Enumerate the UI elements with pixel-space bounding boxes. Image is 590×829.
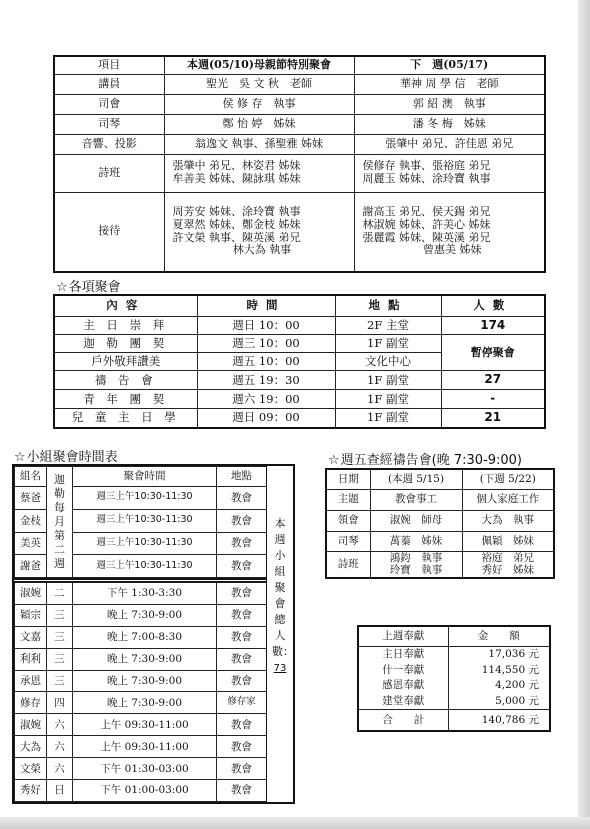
table-row <box>358 693 550 709</box>
name-line: 玲寶 執事 <box>389 564 443 577</box>
header-next-week: 下 週(05/17) <box>354 56 545 74</box>
this-week-cell: 萬蓁 姊妹 <box>370 531 462 551</box>
next-week-cell: 佩穎 姊妹 <box>462 531 554 551</box>
name-line: 牟善美 姊妹、陳詠琪 姊妹 <box>172 172 301 185</box>
meeting-name: 迦 勒 團 契 <box>54 335 197 353</box>
header-item: 項目 <box>54 56 164 74</box>
role-label: 主題 <box>326 489 370 510</box>
group-name: 穎宗 <box>15 604 47 626</box>
group-day: 三 <box>47 604 73 626</box>
offerings-table <box>357 625 551 732</box>
name-line: 曾惠美 姊妹 <box>423 243 482 257</box>
meeting-place: 1F 副堂 <box>335 390 441 409</box>
header-place: 地點 <box>335 295 441 316</box>
group-place: 教會 <box>217 555 267 578</box>
group-name: 修存 <box>15 692 47 714</box>
group-place: 教會 <box>217 780 267 802</box>
table-header-row <box>358 626 550 646</box>
offering-amount: 5,000 元 <box>448 693 550 709</box>
group-time: 週三上午10:30-11:30 <box>73 555 217 578</box>
table-row <box>54 371 545 390</box>
group-day: 六 <box>47 758 73 780</box>
table-row <box>15 604 267 626</box>
group-name: 文榮 <box>15 758 47 780</box>
next-week-cell: 大為 執事 <box>462 510 554 531</box>
table-row <box>15 692 267 714</box>
role-label: 講員 <box>54 74 164 94</box>
header-count: 人數 <box>441 295 545 316</box>
meeting-place: 1F 副堂 <box>335 335 441 353</box>
table-row <box>358 677 550 692</box>
next-week-cell: 郭 紹 澳 執事 <box>354 94 545 114</box>
next-week-cell: 華神 周 學 信 老師 <box>354 74 545 94</box>
friday-heading <box>328 449 522 468</box>
next-week-cell <box>354 192 545 272</box>
group-time: 上午 09:30-11:00 <box>73 736 217 758</box>
group-time: 晚上 7:30-9:00 <box>73 670 217 692</box>
offering-label: 感恩奉獻 <box>358 677 448 692</box>
meeting-place: 2F 主堂 <box>335 316 441 335</box>
table-row <box>15 626 267 648</box>
meeting-time: 週日 10：00 <box>197 316 335 335</box>
name-line: 張肇中 弟兄、林姿君 姊妹 <box>172 159 301 173</box>
group-place: 教會 <box>217 648 267 670</box>
table-row <box>54 114 545 134</box>
groups-panel <box>12 464 295 804</box>
group-name: 淑婉 <box>15 583 47 605</box>
monthly-note: 迦勒每月第二週 <box>47 467 73 578</box>
total-amount: 140,786 元 <box>448 709 550 731</box>
group-name: 蔡爸 <box>15 487 47 510</box>
group-name: 謝爸 <box>15 555 47 578</box>
this-week-cell: 鄭 怡 婷 姊妹 <box>164 114 354 134</box>
offering-amount: 114,550 元 <box>448 662 550 677</box>
group-name: 利利 <box>15 648 47 670</box>
meeting-time: 週三 10：00 <box>197 335 335 353</box>
meeting-place: 文化中心 <box>335 353 441 371</box>
this-week-cell: 淑婉 師母 <box>370 510 462 531</box>
group-place: 教會 <box>217 736 267 758</box>
role-label: 詩班 <box>326 551 370 578</box>
meetings-table <box>53 294 546 429</box>
friday-title: 週五查經禱告會(晚 7:30-9:00) <box>340 453 523 468</box>
this-week-cell: 翁逸文 執事、孫聖雅 姊妹 <box>164 134 354 154</box>
group-place: 教會 <box>217 626 267 648</box>
group-time: 下午 01:30-03:00 <box>73 758 217 780</box>
header-place: 地點 <box>217 467 267 487</box>
page-edge-right <box>578 0 590 829</box>
header-this-week: 本週(05/10)母親節特別聚會 <box>164 56 354 74</box>
group-time: 週三上午10:30-11:30 <box>73 532 217 555</box>
header-time: 聚會時間 <box>73 467 217 487</box>
group-name: 淑婉 <box>15 714 47 736</box>
name-line: 謝高玉 弟兄、侯天錫 弟兄 <box>362 205 491 219</box>
friday-prayer-table <box>325 468 555 579</box>
attendance-count: 174 <box>441 316 545 335</box>
group-day: 三 <box>47 670 73 692</box>
table-row <box>326 531 554 551</box>
this-week-cell <box>164 154 354 192</box>
groups-heading <box>14 446 118 465</box>
group-day: 四 <box>47 692 73 714</box>
group-time: 週三上午10:30-11:30 <box>73 509 217 532</box>
role-label: 司琴 <box>326 531 370 551</box>
table-row <box>54 94 545 114</box>
name-line: 夏翠然 姊妹、鄭金枝 姊妹 <box>172 218 301 232</box>
group-name: 文嘉 <box>15 626 47 648</box>
offering-label: 主日奉獻 <box>358 646 448 662</box>
table-header-row <box>15 467 267 487</box>
group-name: 大為 <box>15 736 47 758</box>
header-content: 內容 <box>54 295 197 316</box>
table-row <box>54 74 545 94</box>
group-place: 修存家 <box>217 692 267 714</box>
attendance-count-paused: 暫停聚會 <box>441 335 545 371</box>
this-week-cell <box>164 192 354 272</box>
group-day: 日 <box>47 780 73 802</box>
role-label: 音響、投影 <box>54 134 164 154</box>
header-time: 時間 <box>197 295 335 316</box>
meeting-time: 週五 19：30 <box>197 371 335 390</box>
meeting-time: 週五 10：00 <box>197 353 335 371</box>
meeting-name: 禱 告 會 <box>54 371 197 390</box>
star-icon: ☆ <box>14 450 26 465</box>
attendance-count: - <box>441 390 545 409</box>
role-label: 接待 <box>54 192 164 272</box>
table-row <box>15 648 267 670</box>
table-row <box>15 780 267 802</box>
attendance-count: 21 <box>441 409 545 428</box>
meeting-name: 兒 童 主 日 學 <box>54 409 197 428</box>
group-day: 三 <box>47 626 73 648</box>
groups-weekly-table <box>14 582 267 802</box>
group-day: 二 <box>47 583 73 605</box>
table-row-reception <box>54 192 545 272</box>
group-total-label: 本週小組聚會總人數： <box>272 517 294 658</box>
table-row <box>326 489 554 510</box>
this-week-cell: 侯 修 存 執事 <box>164 94 354 114</box>
name-line: 裕庭 弟兄 <box>481 552 534 565</box>
header-next-week: (下週 5/22) <box>462 469 554 489</box>
role-label: 司琴 <box>54 114 164 134</box>
group-name: 美英 <box>15 532 47 555</box>
group-total-column <box>266 466 293 802</box>
group-day: 六 <box>47 736 73 758</box>
group-place: 教會 <box>217 487 267 510</box>
table-row <box>54 316 545 335</box>
next-week-cell <box>354 154 545 192</box>
group-place: 教會 <box>217 532 267 555</box>
name-line: 鴻鈞 執事 <box>389 552 443 565</box>
meetings-heading <box>56 276 121 295</box>
group-name: 承恩 <box>15 670 47 692</box>
meeting-name: 主 日 崇 拜 <box>54 316 197 335</box>
group-place: 教會 <box>217 509 267 532</box>
next-week-cell: 張肇中 弟兄、許佳恩 弟兄 <box>354 134 545 154</box>
this-week-cell: 教會事工 <box>370 489 462 510</box>
table-header-row <box>326 469 554 489</box>
group-place: 教會 <box>217 714 267 736</box>
group-day: 三 <box>47 648 73 670</box>
table-header-row <box>54 295 545 316</box>
group-time: 晚上 7:30-9:00 <box>73 648 217 670</box>
table-row <box>15 714 267 736</box>
group-place: 教會 <box>217 670 267 692</box>
meeting-name: 戶外敬拜讚美 <box>54 353 197 371</box>
group-time: 晚上 7:00-8:30 <box>73 626 217 648</box>
name-line: 林淑婉 姊妹、許美心 姊妹 <box>362 218 491 232</box>
meeting-place: 1F 副堂 <box>335 371 441 390</box>
header-date: 日期 <box>326 469 370 489</box>
group-time: 晚上 7:30-9:00 <box>73 692 217 714</box>
table-row <box>54 134 545 154</box>
group-name: 秀好 <box>15 780 47 802</box>
role-label: 詩班 <box>54 154 164 192</box>
table-row <box>15 758 267 780</box>
meeting-name: 青 年 團 契 <box>54 390 197 409</box>
group-time: 上午 09:30-11:00 <box>73 714 217 736</box>
name-line: 周麗玉 姊妹、涂玲寶 執事 <box>362 172 491 185</box>
group-time: 週三上午10:30-11:30 <box>73 487 217 510</box>
table-row <box>15 736 267 758</box>
attendance-count: 27 <box>441 371 545 390</box>
star-icon: ☆ <box>56 280 68 295</box>
table-row <box>326 510 554 531</box>
header-offering: 上週奉獻 <box>358 626 448 646</box>
table-row <box>326 551 554 578</box>
table-header-row <box>54 56 545 74</box>
group-place: 教會 <box>217 583 267 605</box>
name-line: 許文榮 執事、陳英溪 弟兄 <box>172 230 301 244</box>
table-row <box>54 335 545 353</box>
group-time: 下午 1:30-3:30 <box>73 583 217 605</box>
offering-amount: 4,200 元 <box>448 677 550 692</box>
header-this-week: (本週 5/15) <box>370 469 462 489</box>
next-week-cell: 個人家庭工作 <box>462 489 554 510</box>
star-icon: ☆ <box>328 453 340 468</box>
header-group: 組名 <box>15 467 47 487</box>
meeting-place: 1F 副堂 <box>335 409 441 428</box>
service-roster-table <box>53 55 546 273</box>
table-row <box>15 670 267 692</box>
name-line: 周芳安 姊妹、涂玲寶 執事 <box>172 205 301 219</box>
meetings-title: 各項聚會 <box>68 280 121 295</box>
meeting-time: 週日 09：00 <box>197 409 335 428</box>
meeting-time: 週六 19：00 <box>197 390 335 409</box>
name-line: 秀好 姊妹 <box>481 564 534 577</box>
group-time: 晚上 7:30-9:00 <box>73 604 217 626</box>
total-row <box>358 709 550 731</box>
table-row <box>358 646 550 662</box>
page-edge-bottom <box>0 817 590 829</box>
this-week-cell <box>370 551 462 578</box>
group-time: 下午 01:00-03:00 <box>73 780 217 802</box>
name-line: 林大為 執事 <box>232 243 292 257</box>
role-label: 領會 <box>326 510 370 531</box>
offering-amount: 17,036 元 <box>448 646 550 662</box>
group-total-value: 73 <box>273 663 287 674</box>
name-line: 侯修存 執事、張裕庭 弟兄 <box>362 159 491 173</box>
next-week-cell <box>462 551 554 578</box>
group-name: 金枝 <box>15 509 47 532</box>
role-label: 司會 <box>54 94 164 114</box>
table-row <box>358 662 550 677</box>
header-amount: 金 額 <box>448 626 550 646</box>
offering-label: 建堂奉獻 <box>358 693 448 709</box>
table-row <box>54 409 545 428</box>
next-week-cell: 潘 冬 梅 姊妹 <box>354 114 545 134</box>
table-row <box>15 583 267 605</box>
total-label: 合 計 <box>358 709 448 731</box>
group-total-note <box>272 516 294 677</box>
table-row <box>54 390 545 409</box>
offering-label: 什一奉獻 <box>358 662 448 677</box>
groups-monthly-table <box>14 466 267 578</box>
this-week-cell: 聖光 吳 文 秋 老師 <box>164 74 354 94</box>
name-line: 張麗霞 姊妹、陳英溪 弟兄 <box>362 230 491 244</box>
group-place: 教會 <box>217 604 267 626</box>
table-row-choir <box>54 154 545 192</box>
group-place: 教會 <box>217 758 267 780</box>
group-day: 六 <box>47 714 73 736</box>
groups-title: 小組聚會時間表 <box>26 450 118 465</box>
